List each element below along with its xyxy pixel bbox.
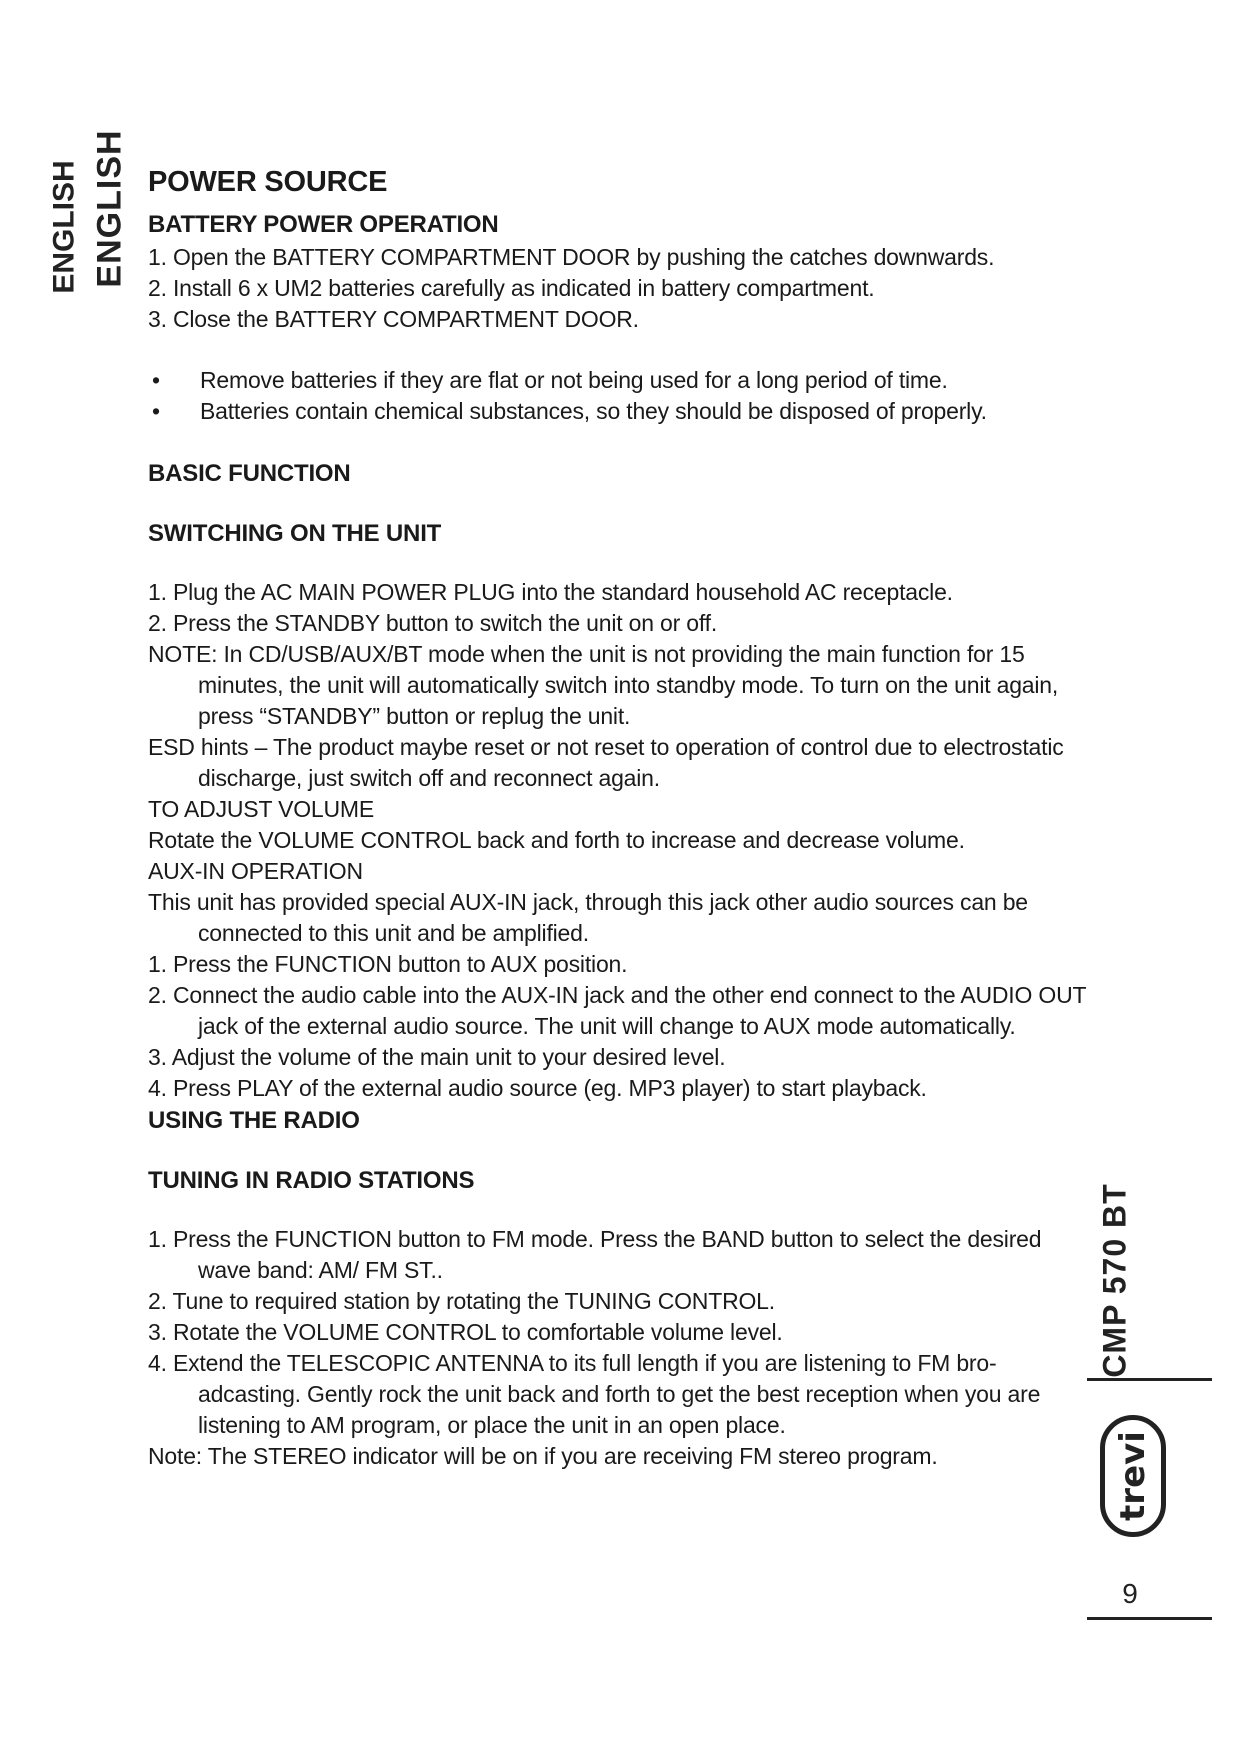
- switching-step: 1. Plug the AC MAIN POWER PLUG into the standard household AC receptacle.: [148, 579, 953, 605]
- tuning-title: TUNING IN RADIO STATIONS: [148, 1167, 475, 1194]
- aux-step: 1. Press the FUNCTION button to AUX position.: [148, 951, 628, 977]
- switching-on-title: SWITCHING ON THE UNIT: [148, 520, 442, 547]
- standby-note: NOTE: In CD/USB/AUX/BT mode when the unit is not providing the main function for 15 minutes, the unit will automatically switch into standby mode. To turn on the unit again, press “STANDBY” button or replug the unit.: [148, 641, 1059, 729]
- basic-function-title: BASIC FUNCTION: [148, 460, 351, 487]
- volume-text: Rotate the VOLUME CONTROL back and forth to increase and decrease volume.: [148, 827, 965, 853]
- model-label: CMP 570 BT: [1096, 1182, 1133, 1378]
- aux-step: 3. Adjust the volume of the main unit to your desired level.: [148, 1044, 726, 1070]
- radio-step: 1. Press the FUNCTION button to FM mode. Press the BAND button to select the desired wave band: AM/ FM ST..: [148, 1226, 1042, 1283]
- divider-line: [1087, 1378, 1212, 1381]
- aux-title: AUX-IN OPERATION: [148, 858, 363, 884]
- switching-step: 2. Press the STANDBY button to switch the unit on or off.: [148, 610, 718, 636]
- stereo-note: Note: The STEREO indicator will be on if you are receiving FM stereo program.: [148, 1443, 938, 1469]
- page-number: 9: [1122, 1578, 1138, 1609]
- battery-bullet: • Batteries contain chemical substances, so they should be disposed of properly.: [152, 398, 987, 424]
- battery-bullet: • Remove batteries if they are flat or not being used for a long period of time.: [152, 367, 948, 393]
- battery-operation-subtitle: BATTERY POWER OPERATION: [148, 211, 499, 238]
- side-language-label: ENGLISH: [90, 128, 129, 288]
- using-radio-title: USING THE RADIO: [148, 1107, 360, 1134]
- side-language-label-cut: ENGLISH: [47, 160, 81, 294]
- radio-step: 2. Tune to required station by rotating the TUNING CONTROL.: [148, 1288, 775, 1314]
- divider-line: [1087, 1617, 1212, 1620]
- aux-text: This unit has provided special AUX-IN jack, through this jack other audio sources can be connected to this unit and be amplified.: [148, 889, 1028, 946]
- brand-logo: trevi: [1100, 1415, 1166, 1537]
- aux-step: 4. Press PLAY of the external audio source (eg. MP3 player) to start playback.: [148, 1075, 927, 1101]
- aux-step: 2. Connect the audio cable into the AUX-IN jack and the other end connect to the AUDIO OUT jack of the external audio source. The unit will change to AUX mode automatically.: [148, 982, 1086, 1039]
- manual-content: [148, 164, 1088, 1472]
- battery-step: 1. Open the BATTERY COMPARTMENT DOOR by pushing the catches downwards.: [148, 244, 995, 270]
- power-source-title: POWER SOURCE: [148, 166, 388, 198]
- volume-title: TO ADJUST VOLUME: [148, 796, 375, 822]
- battery-step: 2. Install 6 x UM2 batteries carefully as indicated in battery compartment.: [148, 275, 875, 301]
- esd-hint: ESD hints – The product maybe reset or not reset to operation of control due to electrostatic discharge, just switch off and reconnect again.: [148, 734, 1064, 791]
- battery-step: 3. Close the BATTERY COMPARTMENT DOOR.: [148, 306, 639, 332]
- radio-step: 3. Rotate the VOLUME CONTROL to comfortable volume level.: [148, 1319, 783, 1345]
- radio-step: 4. Extend the TELESCOPIC ANTENNA to its full length if you are listening to FM bro-adcasting. Gently rock the unit back and forth to get the best reception when you are listening to AM program, or place the unit in an open place.: [148, 1350, 1041, 1438]
